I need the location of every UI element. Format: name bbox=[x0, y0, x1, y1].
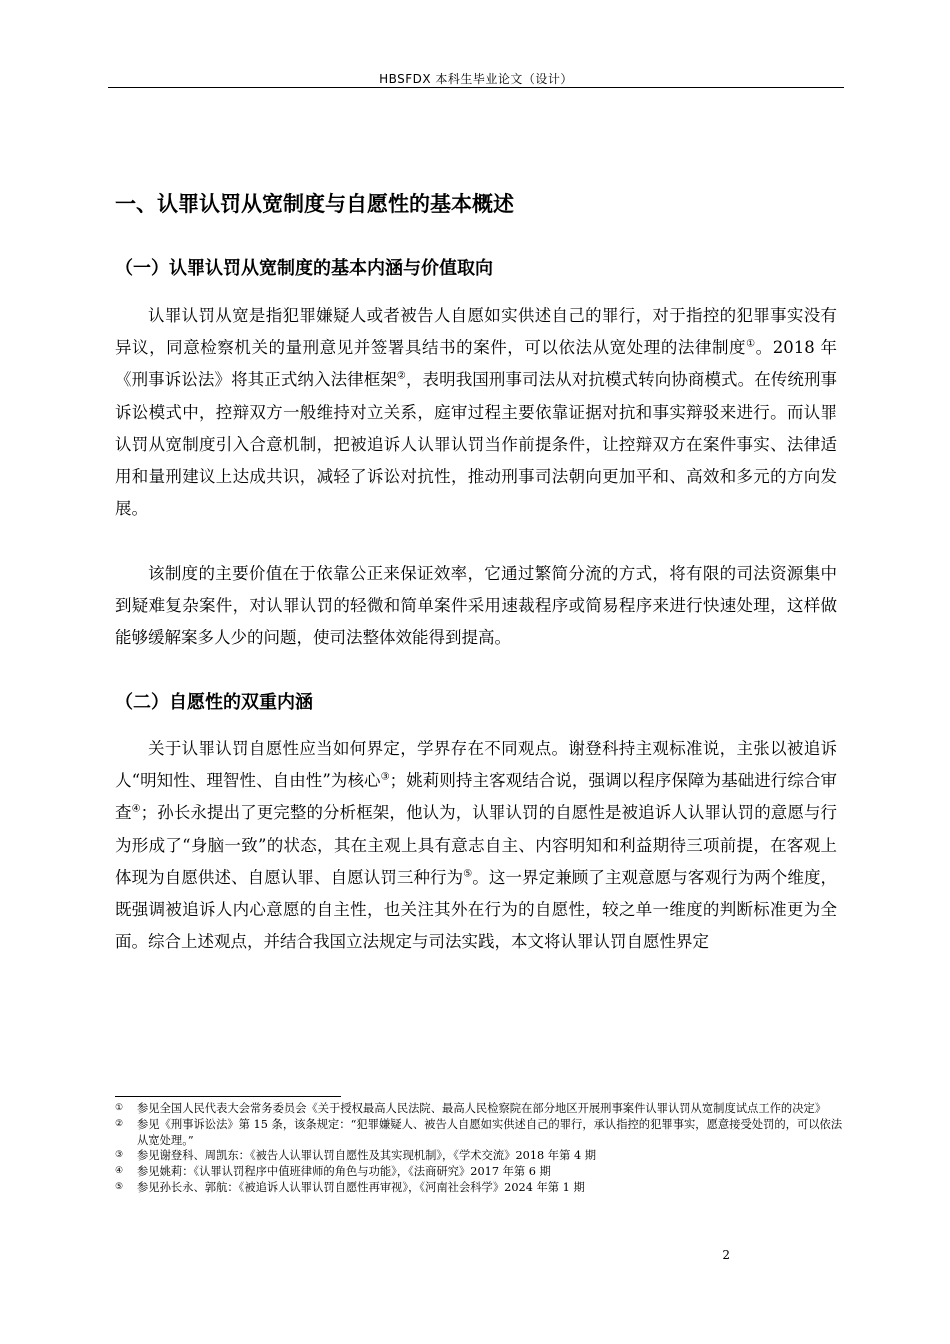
paragraph-3-text-a: 关于认罪认罚自愿性应当如何界定，学界存在不同观点。谢登科持主观标准说，主张以被追诉人“明知性、理智性、自由性”为核心 bbox=[115, 739, 837, 791]
footnote-text: 参见《刑事诉讼法》第 15 条，该条规定：“犯罪嫌疑人、被告人自愿如实供述自己的罪行，承认指控的犯罪事实，愿意接受处罚的，可以依法从宽处理。” bbox=[137, 1117, 843, 1147]
paragraph-3-text-b: ；姚莉则持主客观结合说，强调以程序保障为基础进行综合审查 bbox=[115, 771, 838, 823]
footnote-text: 参见孙长永、郭航：《被追诉人认罪认罚自愿性再审视》，《河南社会科学》2024 年第 1 期 bbox=[137, 1180, 585, 1194]
header-rule bbox=[108, 87, 844, 88]
footnote-mark: ④ bbox=[115, 1166, 124, 1177]
footnote-item bbox=[115, 1164, 845, 1180]
paragraph-1-text-c: ，表明我国刑事司法从对抗模式转向协商模式。在传统刑事诉讼模式中，控辩双方一般维持对立关系，庭审过程主要依靠证据对抗和事实辩驳来进行。而认罪认罚从宽制度引入合意机制，把被追诉人认罪认罚当作前提条件，让控辩双方在案件事实、法律适用和量刑建议上达成共识，减轻了诉讼对抗性，推动刑事司法朝向更加平和、高效和多元的方向发展。 bbox=[115, 370, 838, 519]
footnote-ref-1[interactable]: ① bbox=[746, 338, 756, 350]
paragraph-1-text-a: 认罪认罚从宽是指犯罪嫌疑人或者被告人自愿如实供述自己的罪行，对于指控的犯罪事实没有异议，同意检察机关的量刑意见并签署具结书的案件，可以依法从宽处理的法律制度 bbox=[115, 306, 837, 358]
footnote-mark: ⑤ bbox=[115, 1181, 124, 1192]
footnote-text: 参见姚莉：《认罪认罚程序中值班律师的角色与功能》，《法商研究》2017 年第 6 期 bbox=[137, 1165, 551, 1179]
paragraph-1-text-b: 。2018 年《刑事诉讼法》将其正式纳入法律框架 bbox=[115, 338, 838, 390]
footnote-separator bbox=[115, 1096, 341, 1097]
footnote-item bbox=[115, 1101, 845, 1117]
paragraph-3 bbox=[115, 733, 837, 958]
paragraph-2 bbox=[115, 558, 837, 655]
footnote-ref-2[interactable]: ② bbox=[396, 370, 406, 382]
footnote-mark: ① bbox=[115, 1103, 124, 1113]
paragraph-2-text: 该制度的主要价值在于依靠公正来保证效率，它通过繁简分流的方式，将有限的司法资源集中到疑难复杂案件，对认罪认罚的轻微和简单案件采用速裁程序或简易程序来进行快速处理，这样做能够缓解案多人少的问题，使司法整体效能得到提高。 bbox=[115, 564, 837, 648]
footnote-item bbox=[115, 1117, 845, 1149]
footnote-ref-5[interactable]: ⑤ bbox=[463, 868, 473, 880]
paragraph-3-text-c: ；孙长永提出了更完整的分析框架，他认为，认罪认罚的自愿性是被追诉人认罪认罚的意愿与行为形成了“身脑一致”的状态，其在主观上具有意志自主、内容明知和利益期待三项前提，在客观上体现为自愿供述、自愿认罪、自愿认罚三种行为 bbox=[115, 803, 838, 887]
paragraph-1 bbox=[115, 300, 837, 525]
footnote-item bbox=[115, 1148, 845, 1164]
footnote-item bbox=[115, 1180, 845, 1196]
footnote-text: 参见全国人民代表大会常务委员会《关于授权最高人民法院、最高人民检察院在部分地区开展刑事案件认罪认罚从宽制度试点工作的决定》 bbox=[137, 1102, 827, 1115]
footnote-ref-3[interactable]: ③ bbox=[380, 771, 390, 783]
footnote-list bbox=[115, 1101, 845, 1196]
page-number: 2 bbox=[722, 1248, 730, 1262]
footnote-text: 参见谢登科、周凯东：《被告人认罪认罚自愿性及其实现机制》，《学术交流》2018 年第 4 期 bbox=[137, 1149, 597, 1163]
subsection-heading-2: （二）自愿性的双重内涵 bbox=[115, 692, 313, 713]
subsection-heading-1: （一）认罪认罚从宽制度的基本内涵与价值取向 bbox=[115, 258, 493, 279]
footnote-ref-4[interactable]: ④ bbox=[131, 803, 141, 815]
section-heading: 一、认罪认罚从宽制度与自愿性的基本概述 bbox=[115, 192, 514, 216]
footnote-mark: ② bbox=[115, 1118, 124, 1129]
running-header: HBSFDX 本科生毕业论文（设计） bbox=[379, 72, 573, 86]
paragraph-3-text-d: 。这一界定兼顾了主观意愿与客观行为两个维度，既强调被追诉人内心意愿的自主性，也关注其外在行为的自愿性，较之单一维度的判断标准更为全面。综合上述观点，并结合我国立法规定与司法实践，本文将认罪认罚自愿性界定 bbox=[115, 867, 838, 952]
footnote-mark: ③ bbox=[115, 1150, 124, 1161]
